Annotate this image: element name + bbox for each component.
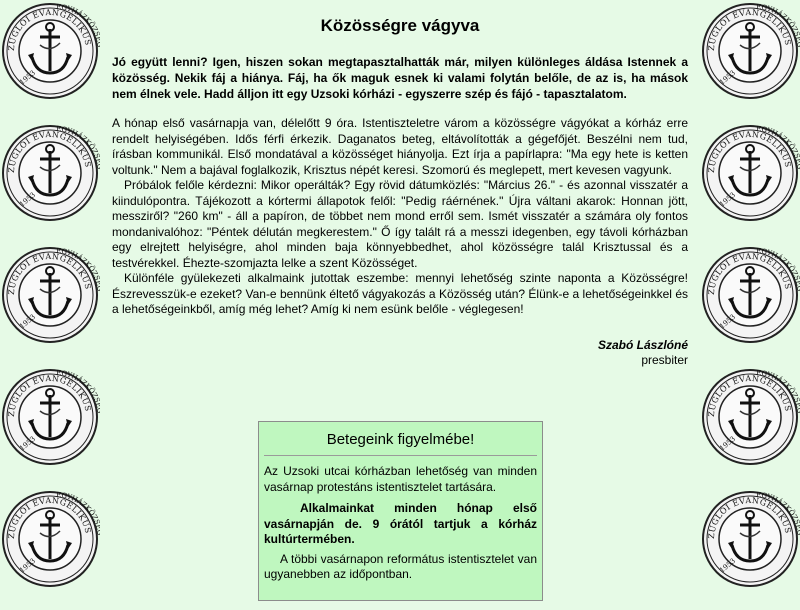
notice-title: Betegeink figyelmébe! — [326, 431, 475, 448]
article-lead: Jó együtt lenni? Igen, hiszen sokan megtapasztalhatták már, milyen különleges áldása Istennek a közösség. Nekik fáj a hiánya. Fáj, ha ők maguk esnek ki valami folytán belőle, de az is, ha mások nem élnek vele. Hadd álljon itt egy Uzsoki kórházi - egyszerre szép és fájó - tapasztalatom. — [112, 55, 688, 101]
church-seal-image — [700, 478, 800, 600]
article-body — [112, 116, 688, 318]
notice-paragraph: Az Uzsoki utcai kórházban lehetőség van minden vasárnap protestáns istentisztelet tartására. — [264, 464, 537, 494]
notice-divider — [264, 455, 537, 456]
article-paragraph: Próbálok felőle kérdezni: Mikor operálták? Egy rövid dátumközlés: "Március 26." - és azonnal visszatér a kiindulópontra. Tájékozott a kórtermi állapotok felől: "Pedig ráérnének." Újra váltani akarok: Honnan jött, messziről? "260 km" - áll a papíron, de többet nem mond erről sem. Ismét visszatér a számára oly fontos mondanivalóhoz: "Péntek délután megkerestem." Ő így talált rá a messzi idegenben, egy távoli kórházban egy elrejtett helyiségre, ahol minden baja könnyebbedhet, ahol közösségre talál Krisztussal és a testvérekkel. Éhezte-szomjazta lelke a szent Közösséget. — [112, 178, 688, 270]
church-seal-image — [0, 234, 100, 356]
patients-notice-box — [258, 421, 543, 601]
signature — [112, 338, 688, 368]
right-seal-border — [700, 0, 800, 610]
notice-paragraph: A többi vasárnapon református istentisztelet van ugyanebben az időpontban. — [264, 551, 537, 581]
article-paragraph: A hónap első vasárnapja van, délelőtt 9 óra. Istentiszteletre várom a közösségre vágyókat a kórház erre rendelt helyiségében. Idős férfi érkezik. Daganatos beteg, eltávolították a gégefőjét. Beszélni nem tud, írásban kommunikál. Első mondatával a közösséget hiányolja. Ezt írja a papírlapra: "Ma egy hete is ketten voltunk." Nem a bajával foglalkozik, Krisztus népét keresi. Szomorú és meglepett, mert kevesen vagyunk. — [112, 116, 688, 177]
notice-paragraph-bold: Alkalmainkat minden hónap első vasárnapján de. 9 órától tartjuk a kórház kultúrtermében. — [264, 501, 537, 546]
signature-name: Szabó Lászlóné — [597, 337, 688, 352]
article-title: Közösségre vágyva — [320, 16, 480, 35]
church-seal-image — [0, 0, 100, 112]
signature-role: presbiter — [641, 352, 688, 367]
church-seal-image — [0, 478, 100, 600]
church-seal-image — [0, 112, 100, 234]
church-seal-image — [700, 0, 800, 112]
church-seal-image — [700, 112, 800, 234]
church-seal-image — [700, 356, 800, 478]
left-seal-border — [0, 0, 100, 610]
article-paragraph: Különféle gyülekezeti alkalmaink jutottak eszembe: mennyi lehetőség szinte naponta a Közösségre! Észrevesszük-e ezeket? Van-e bennünk éltető vágyakozás a Közösség után? Élünk-e a lehetőségeinkkel és a lehetőségeinkből, amíg még lehet? Amíg ki nem esünk belőle - véglegesen! — [112, 271, 688, 316]
church-seal-image — [700, 234, 800, 356]
church-seal-image — [0, 356, 100, 478]
